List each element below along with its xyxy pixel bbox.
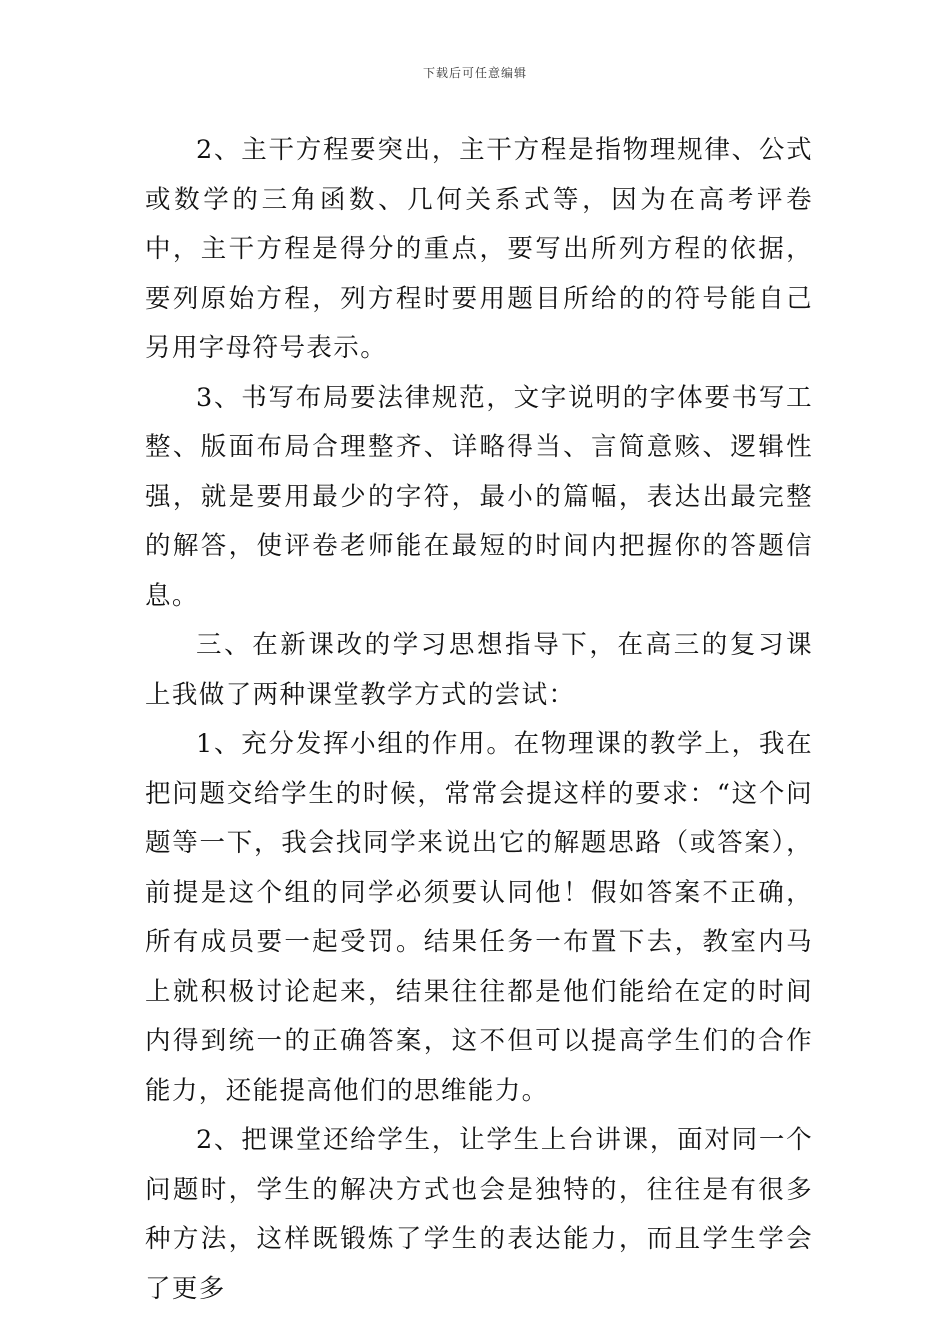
paragraph-group-work: 1、充分发挥小组的作用。在物理课的教学上，我在把问题交给学生的时候，常常会提这样的要求：“这个问题等一下，我会找同学来说出它的解题思路（或答案），前提是这个组的同学必须要认同他！假如答案不正确，所有成员要一起受罚。结果任务一布置下去，教室内马上就积极讨论起来，结果往往都是他们能给在定的时间内得到统一的正确答案，这不但可以提高学生们的合作能力，还能提高他们的思维能力。 [145,729,813,1106]
document-body [145,126,813,1314]
paragraph-main-equations: 2、主干方程要突出，主干方程是指物理规律、公式或数学的三角函数、几何关系式等，因为在高考评卷中，主干方程是得分的重点，要写出所列方程的依据，要列原始方程，列方程时要用题目所给的的符号能自己另用字母符号表示。 [145,135,813,363]
paragraph-writing-layout: 3、书写布局要法律规范，文字说明的字体要书写工整、版面布局合理整齐、详略得当、言简意赅、逻辑性强，就是要用最少的字符，最小的篇幅，表达出最完整的解答，使评卷老师能在最短的时间内把握你的答题信息。 [145,382,813,611]
paragraph-section-three: 三、在新课改的学习思想指导下，在高三的复习课上我做了两种课堂教学方式的尝试： [145,630,813,710]
paragraph-student-lecture: 2、把课堂还给学生，让学生上台讲课，面对同一个问题时，学生的解决方式也会是独特的，往往是有很多种方法，这样既锻炼了学生的表达能力，而且学生学会了更多 [145,1125,813,1304]
page-header: 下载后可任意编辑 [422,66,527,80]
